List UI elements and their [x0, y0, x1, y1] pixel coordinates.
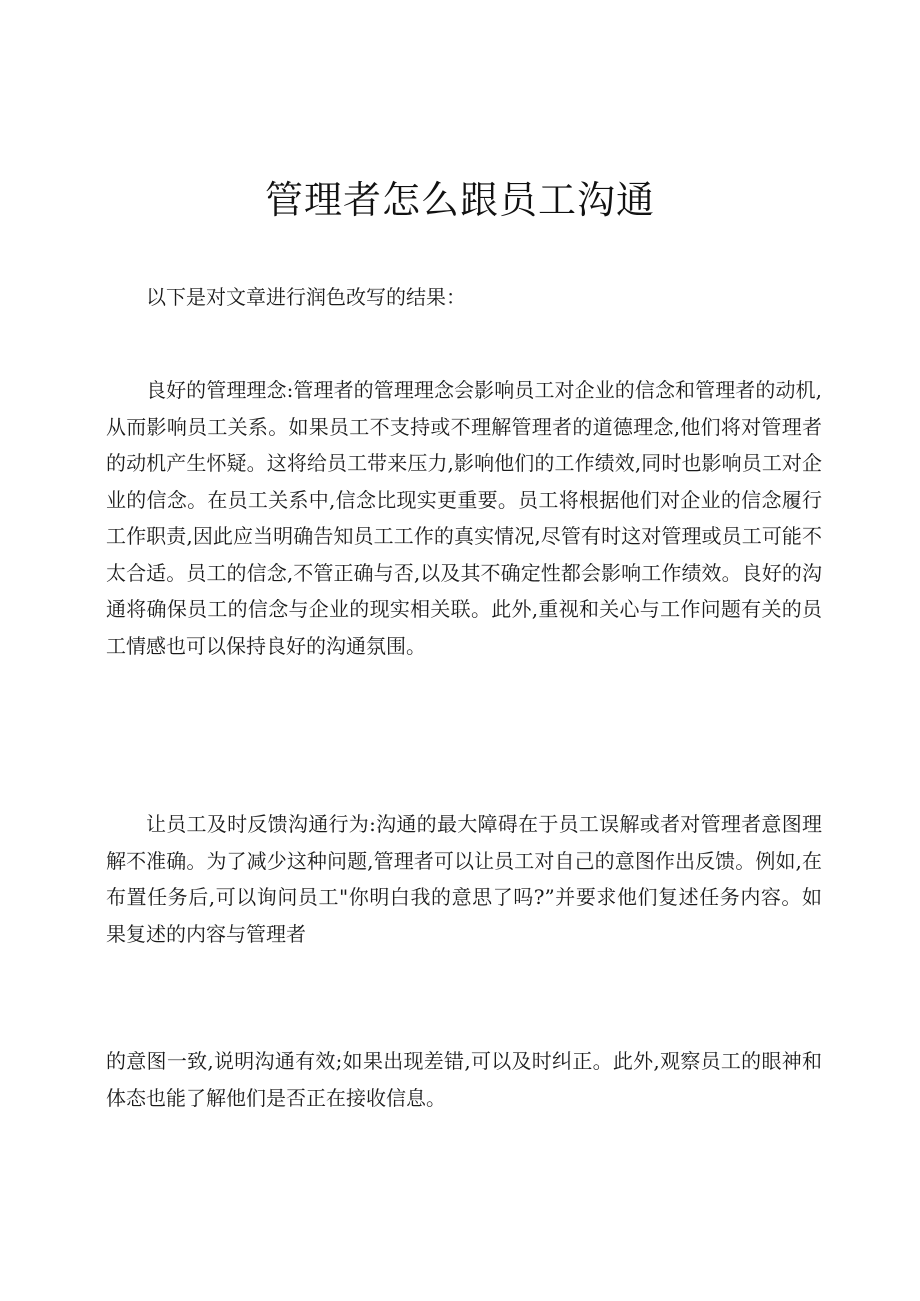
management-philosophy-paragraph: 良好的管理理念:管理者的管理理念会影响员工对企业的信念和管理者的动机,从而影响员工关系。如果员工不支持或不理解管理者的道德理念,他们将对管理者的动机产生怀疑。这将给员工带来压力,影响他们的工作绩效,同时也影响员工对企业的信念。在员工关系中,信念比现实更重要。员工将根据他们对企业的信念履行工作职责,因此应当明确告知员工工作的真实情况,尽管有时这对管理或员工可能不太合适。员工的信念,不管正确与否,以及其不确定性都会影响工作绩效。良好的沟通将确保员工的信念与企业的现实相关联。此外,重视和关心与工作问题有关的员工情感也可以保持良好的沟通氛围。: [106, 378, 822, 658]
document-title: 管理者怎么跟员工沟通: [264, 178, 655, 222]
feedback-paragraph: 让员工及时反馈沟通行为:沟通的最大障碍在于员工误解或者对管理者意图理解不准确。为了减少这种问题,管理者可以让员工对自己的意图作出反馈。例如,在布置任务后,可以询问员工"你明白我的意思了吗?”并要求他们复述任务内容。如果复述的内容与管理者: [106, 812, 822, 946]
feedback-paragraph-continued: 的意图一致,说明沟通有效;如果出现差错,可以及时纠正。此外,观察员工的眼神和体态也能了解他们是否正在接收信息。: [106, 1049, 822, 1110]
intro-paragraph: 以下是对文章进行润色改写的结果：: [146, 285, 466, 309]
